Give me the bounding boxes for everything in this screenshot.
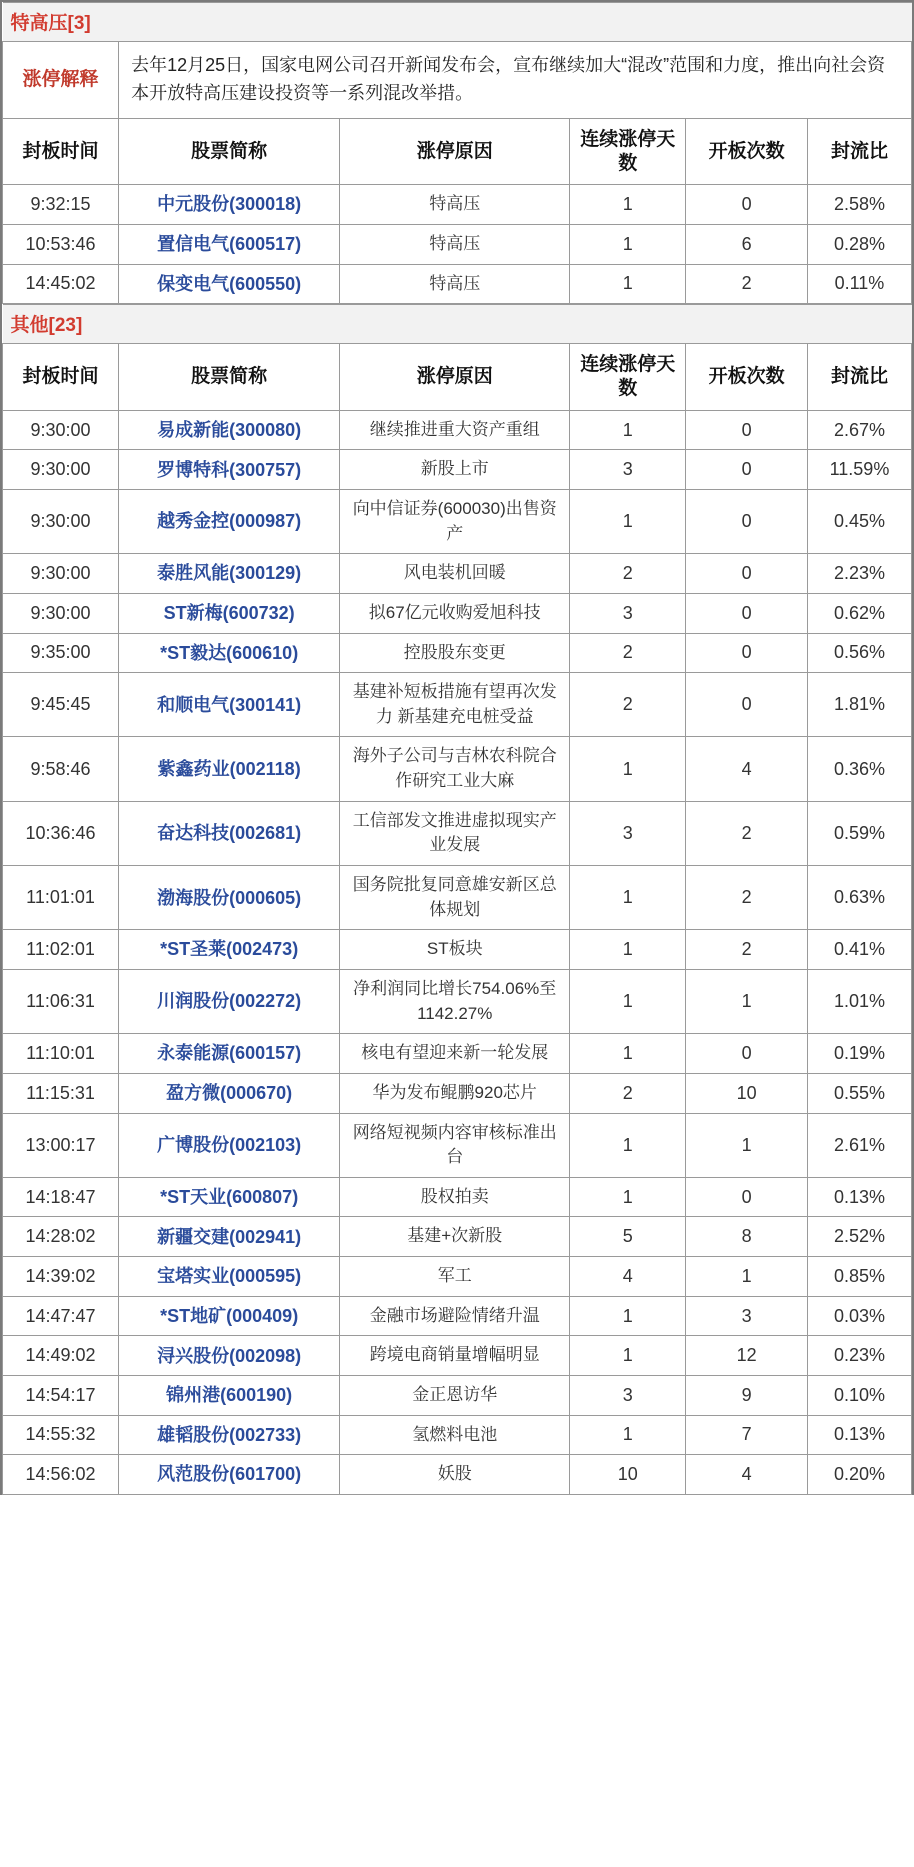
cell-days: 1 [570,1034,686,1074]
cell-reason: 华为发布鲲鹏920芯片 [340,1073,570,1113]
cell-days: 2 [570,673,686,737]
cell-time: 14:49:02 [3,1336,119,1376]
column-header-ratio: 封流比 [807,344,911,411]
table-row [3,1257,912,1297]
cell-reason: 继续推进重大资产重组 [340,410,570,450]
cell-days: 3 [570,450,686,490]
section-table-other [2,304,912,1495]
cell-reason: ST板块 [340,930,570,970]
table-row [3,1217,912,1257]
cell-stock[interactable]: 越秀金控(000987) [119,489,340,553]
cell-open-count: 2 [686,801,808,865]
cell-open-count: 1 [686,1113,808,1177]
cell-reason: 拟67亿元收购爱旭科技 [340,593,570,633]
section-title-count: [23] [48,315,83,337]
cell-open-count: 0 [686,593,808,633]
column-header-open-count: 开板次数 [686,118,808,185]
cell-open-count: 2 [686,264,808,304]
cell-open-count: 6 [686,224,808,264]
table-row [3,554,912,594]
cell-days: 1 [570,1415,686,1455]
cell-time: 14:18:47 [3,1177,119,1217]
explanation-label: 涨停解释 [3,42,119,119]
cell-reason: 工信部发文推进虚拟现实产业发展 [340,801,570,865]
cell-time: 9:30:00 [3,489,119,553]
cell-ratio: 2.58% [807,185,911,225]
section-header-teigaoya [3,3,912,42]
column-header-stock: 股票简称 [119,118,340,185]
cell-time: 9:30:00 [3,554,119,594]
cell-reason: 跨境电商销量增幅明显 [340,1336,570,1376]
cell-days: 1 [570,489,686,553]
cell-ratio: 0.56% [807,633,911,673]
cell-reason: 海外子公司与吉林农科院合作研究工业大麻 [340,737,570,801]
cell-ratio: 0.85% [807,1257,911,1297]
cell-days: 5 [570,1217,686,1257]
cell-time: 14:39:02 [3,1257,119,1297]
table-row [3,224,912,264]
cell-stock[interactable]: 渤海股份(000605) [119,866,340,930]
cell-ratio: 0.03% [807,1296,911,1336]
section-title-text: 特高压 [10,13,68,34]
cell-open-count: 10 [686,1073,808,1113]
cell-open-count: 9 [686,1376,808,1416]
cell-stock[interactable]: 川润股份(002272) [119,969,340,1033]
cell-reason: 控股股东变更 [340,633,570,673]
cell-reason: 核电有望迎来新一轮发展 [340,1034,570,1074]
column-header-reason: 涨停原因 [340,118,570,185]
cell-reason: 氢燃料电池 [340,1415,570,1455]
cell-stock[interactable]: 新疆交建(002941) [119,1217,340,1257]
cell-ratio: 0.55% [807,1073,911,1113]
table-row [3,969,912,1033]
section-title-text: 其他 [10,315,49,337]
cell-reason: 金融市场避险情绪升温 [340,1296,570,1336]
cell-time: 9:35:00 [3,633,119,673]
cell-open-count: 12 [686,1336,808,1376]
cell-stock[interactable]: 广博股份(002103) [119,1113,340,1177]
cell-reason: 国务院批复同意雄安新区总体规划 [340,866,570,930]
cell-reason: 基建+次新股 [340,1217,570,1257]
table-row [3,1177,912,1217]
cell-time: 14:28:02 [3,1217,119,1257]
cell-days: 1 [570,930,686,970]
column-header-time: 封板时间 [3,344,119,411]
table-row [3,264,912,304]
cell-ratio: 0.23% [807,1336,911,1376]
cell-days: 10 [570,1455,686,1495]
cell-ratio: 2.67% [807,410,911,450]
cell-stock[interactable]: 奋达科技(002681) [119,801,340,865]
cell-time: 14:56:02 [3,1455,119,1495]
cell-days: 2 [570,1073,686,1113]
cell-time: 9:32:15 [3,185,119,225]
cell-stock[interactable]: 保变电气(600550) [119,264,340,304]
cell-time: 11:10:01 [3,1034,119,1074]
column-header-stock: 股票简称 [119,344,340,411]
table-row [3,489,912,553]
cell-ratio: 0.13% [807,1415,911,1455]
cell-reason: 特高压 [340,264,570,304]
cell-stock[interactable]: ST新梅(600732) [119,593,340,633]
cell-days: 1 [570,224,686,264]
cell-time: 11:06:31 [3,969,119,1033]
cell-ratio: 11.59% [807,450,911,490]
section-header-other [3,305,912,344]
cell-ratio: 0.19% [807,1034,911,1074]
cell-time: 9:45:45 [3,673,119,737]
table-header-row [3,118,912,185]
cell-stock[interactable]: 置信电气(600517) [119,224,340,264]
table-row [3,410,912,450]
cell-open-count: 0 [686,1177,808,1217]
cell-reason: 股权拍卖 [340,1177,570,1217]
cell-days: 1 [570,866,686,930]
cell-time: 11:02:01 [3,930,119,970]
cell-open-count: 3 [686,1296,808,1336]
explanation-text: 去年12月25日，国家电网公司召开新闻发布会，宣布继续加大“混改”范围和力度，推出向社会资本开放特高压建设投资等一系列混改举措。 [119,42,912,119]
cell-days: 3 [570,1376,686,1416]
table-row [3,1113,912,1177]
cell-stock[interactable]: 锦州港(600190) [119,1376,340,1416]
cell-days: 1 [570,185,686,225]
table-row [3,593,912,633]
cell-stock[interactable]: 和顺电气(300141) [119,673,340,737]
cell-time: 9:58:46 [3,737,119,801]
cell-ratio: 0.41% [807,930,911,970]
table-row [3,866,912,930]
cell-stock[interactable]: 盈方微(000670) [119,1073,340,1113]
cell-ratio: 1.01% [807,969,911,1033]
cell-open-count: 0 [686,410,808,450]
cell-stock[interactable]: 泰胜风能(300129) [119,554,340,594]
cell-stock[interactable]: *ST毅达(600610) [119,633,340,673]
cell-stock[interactable]: *ST圣莱(002473) [119,930,340,970]
cell-days: 1 [570,1113,686,1177]
cell-reason: 军工 [340,1257,570,1297]
cell-ratio: 2.52% [807,1217,911,1257]
table-header-row [3,344,912,411]
section-title-count: [3] [67,13,91,34]
cell-days: 1 [570,1296,686,1336]
cell-stock[interactable]: *ST天业(600807) [119,1177,340,1217]
cell-time: 11:01:01 [3,866,119,930]
cell-open-count: 8 [686,1217,808,1257]
cell-open-count: 0 [686,554,808,594]
cell-time: 11:15:31 [3,1073,119,1113]
cell-ratio: 0.11% [807,264,911,304]
cell-stock[interactable]: 罗博特科(300757) [119,450,340,490]
column-header-reason: 涨停原因 [340,344,570,411]
cell-days: 1 [570,1336,686,1376]
cell-days: 1 [570,737,686,801]
table-row [3,1034,912,1074]
table-row [3,801,912,865]
cell-time: 9:30:00 [3,593,119,633]
cell-ratio: 0.13% [807,1177,911,1217]
cell-stock[interactable]: *ST地矿(000409) [119,1296,340,1336]
column-header-time: 封板时间 [3,118,119,185]
table-row [3,1415,912,1455]
cell-ratio: 0.10% [807,1376,911,1416]
cell-ratio: 2.23% [807,554,911,594]
column-header-ratio: 封流比 [807,118,911,185]
cell-ratio: 1.81% [807,673,911,737]
cell-stock[interactable]: 宝塔实业(000595) [119,1257,340,1297]
cell-stock[interactable]: 浔兴股份(002098) [119,1336,340,1376]
cell-open-count: 7 [686,1415,808,1455]
cell-ratio: 0.20% [807,1455,911,1495]
table-row [3,1455,912,1495]
cell-reason: 风电装机回暖 [340,554,570,594]
cell-ratio: 0.45% [807,489,911,553]
table-row [3,1336,912,1376]
table-row [3,1296,912,1336]
cell-stock[interactable]: 风范股份(601700) [119,1455,340,1495]
cell-time: 14:45:02 [3,264,119,304]
cell-stock[interactable]: 雄韬股份(002733) [119,1415,340,1455]
cell-days: 3 [570,593,686,633]
cell-ratio: 0.28% [807,224,911,264]
cell-stock[interactable]: 中元股份(300018) [119,185,340,225]
table-row [3,185,912,225]
cell-open-count: 0 [686,1034,808,1074]
cell-open-count: 2 [686,930,808,970]
cell-days: 4 [570,1257,686,1297]
cell-days: 1 [570,264,686,304]
cell-open-count: 0 [686,185,808,225]
cell-open-count: 1 [686,969,808,1033]
column-header-days: 连续涨停天数 [570,344,686,411]
cell-days: 3 [570,801,686,865]
cell-open-count: 4 [686,737,808,801]
cell-time: 10:53:46 [3,224,119,264]
cell-open-count: 1 [686,1257,808,1297]
cell-open-count: 0 [686,633,808,673]
cell-stock[interactable]: 易成新能(300080) [119,410,340,450]
cell-open-count: 4 [686,1455,808,1495]
explanation-row [3,42,912,119]
cell-open-count: 0 [686,450,808,490]
table-row [3,633,912,673]
cell-time: 9:30:00 [3,450,119,490]
cell-reason: 特高压 [340,185,570,225]
cell-days: 1 [570,969,686,1033]
cell-reason: 妖股 [340,1455,570,1495]
cell-ratio: 0.59% [807,801,911,865]
cell-reason: 向中信证券(600030)出售资产 [340,489,570,553]
cell-ratio: 2.61% [807,1113,911,1177]
cell-reason: 网络短视频内容审核标准出台 [340,1113,570,1177]
cell-ratio: 0.63% [807,866,911,930]
cell-time: 9:30:00 [3,410,119,450]
table-row [3,1376,912,1416]
cell-time: 14:55:32 [3,1415,119,1455]
cell-reason: 基建补短板措施有望再次发力 新基建充电桩受益 [340,673,570,737]
cell-days: 2 [570,554,686,594]
cell-time: 14:54:17 [3,1376,119,1416]
table-row [3,450,912,490]
cell-time: 13:00:17 [3,1113,119,1177]
cell-reason: 特高压 [340,224,570,264]
cell-time: 10:36:46 [3,801,119,865]
cell-reason: 净利润同比增长754.06%至1142.27% [340,969,570,1033]
table-row [3,673,912,737]
cell-days: 2 [570,633,686,673]
cell-time: 14:47:47 [3,1296,119,1336]
cell-stock[interactable]: 永泰能源(600157) [119,1034,340,1074]
cell-open-count: 0 [686,673,808,737]
cell-open-count: 2 [686,866,808,930]
table-row [3,1073,912,1113]
column-header-open-count: 开板次数 [686,344,808,411]
cell-reason: 金正恩访华 [340,1376,570,1416]
cell-reason: 新股上市 [340,450,570,490]
cell-ratio: 0.36% [807,737,911,801]
table-row [3,737,912,801]
table-row [3,930,912,970]
column-header-days: 连续涨停天数 [570,118,686,185]
cell-open-count: 0 [686,489,808,553]
cell-stock[interactable]: 紫鑫药业(002118) [119,737,340,801]
section-table-teigaoya [2,2,912,304]
cell-ratio: 0.62% [807,593,911,633]
cell-days: 1 [570,1177,686,1217]
cell-days: 1 [570,410,686,450]
